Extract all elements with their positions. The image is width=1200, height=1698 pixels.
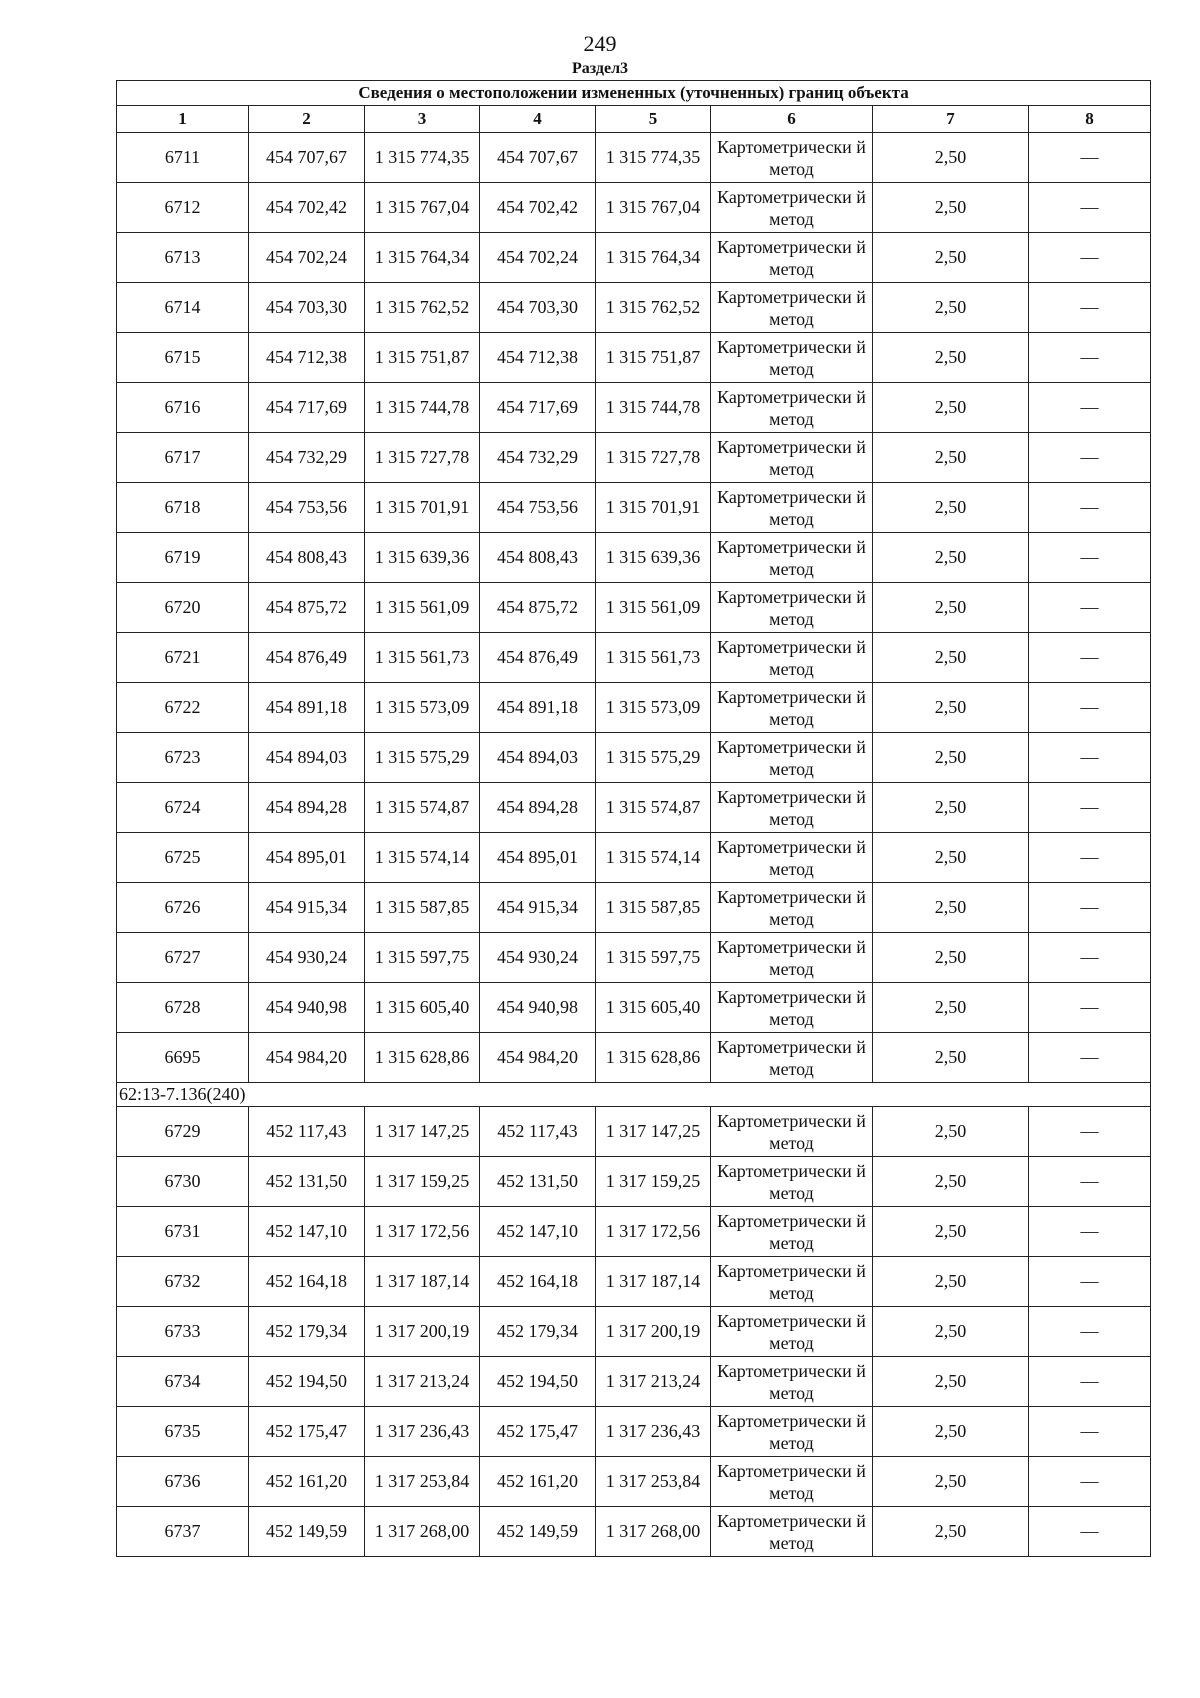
method-cell: Картометрически й метод xyxy=(711,383,873,433)
point-number-cell: 6713 xyxy=(117,233,249,283)
method-cell: Картометрически й метод xyxy=(711,933,873,983)
column-number: 6 xyxy=(711,106,873,133)
accuracy-cell: 2,50 xyxy=(873,333,1029,383)
point-number-cell: 6717 xyxy=(117,433,249,483)
method-cell: Картометрически й метод xyxy=(711,1457,873,1507)
method-cell: Картометрически й метод xyxy=(711,433,873,483)
x-old-cell: 452 179,34 xyxy=(249,1307,365,1357)
accuracy-cell: 2,50 xyxy=(873,1107,1029,1157)
y-new-cell: 1 315 574,14 xyxy=(596,833,711,883)
y-old-cell: 1 317 200,19 xyxy=(365,1307,480,1357)
section-title: Раздел3 xyxy=(571,60,629,77)
column-number: 7 xyxy=(873,106,1029,133)
table-row xyxy=(117,1507,1151,1557)
x-old-cell: 454 876,49 xyxy=(249,633,365,683)
point-number-cell: 6695 xyxy=(117,1033,249,1083)
y-old-cell: 1 317 253,84 xyxy=(365,1457,480,1507)
description-cell: — xyxy=(1029,583,1151,633)
accuracy-cell: 2,50 xyxy=(873,1507,1029,1557)
description-cell: — xyxy=(1029,1307,1151,1357)
table-row xyxy=(117,283,1151,333)
method-cell: Картометрически й метод xyxy=(711,833,873,883)
x-old-cell: 454 702,24 xyxy=(249,233,365,283)
point-number-cell: 6719 xyxy=(117,533,249,583)
x-new-cell: 454 717,69 xyxy=(480,383,596,433)
x-old-cell: 452 147,10 xyxy=(249,1207,365,1257)
accuracy-cell: 2,50 xyxy=(873,133,1029,183)
method-cell: Картометрически й метод xyxy=(711,1357,873,1407)
description-cell: — xyxy=(1029,1107,1151,1157)
y-new-cell: 1 315 751,87 xyxy=(596,333,711,383)
x-new-cell: 452 117,43 xyxy=(480,1107,596,1157)
method-cell: Картометрически й метод xyxy=(711,1107,873,1157)
accuracy-cell: 2,50 xyxy=(873,233,1029,283)
x-new-cell: 454 707,67 xyxy=(480,133,596,183)
group-label: 62:13-7.136(240) xyxy=(117,1083,1151,1107)
x-old-cell: 454 703,30 xyxy=(249,283,365,333)
method-cell: Картометрически й метод xyxy=(711,1507,873,1557)
y-new-cell: 1 317 236,43 xyxy=(596,1407,711,1457)
x-new-cell: 454 703,30 xyxy=(480,283,596,333)
description-cell: — xyxy=(1029,1357,1151,1407)
column-number: 8 xyxy=(1029,106,1151,133)
accuracy-cell: 2,50 xyxy=(873,383,1029,433)
y-new-cell: 1 317 213,24 xyxy=(596,1357,711,1407)
x-old-cell: 454 875,72 xyxy=(249,583,365,633)
x-new-cell: 452 131,50 xyxy=(480,1157,596,1207)
x-new-cell: 454 894,28 xyxy=(480,783,596,833)
y-old-cell: 1 317 159,25 xyxy=(365,1157,480,1207)
y-new-cell: 1 317 172,56 xyxy=(596,1207,711,1257)
x-old-cell: 452 117,43 xyxy=(249,1107,365,1157)
x-new-cell: 454 891,18 xyxy=(480,683,596,733)
column-number: 2 xyxy=(249,106,365,133)
point-number-cell: 6737 xyxy=(117,1507,249,1557)
y-new-cell: 1 315 605,40 xyxy=(596,983,711,1033)
table-caption: Сведения о местоположении измененных (уточненных) границ объекта xyxy=(117,81,1151,106)
table-row xyxy=(117,433,1151,483)
description-cell: — xyxy=(1029,433,1151,483)
point-number-cell: 6734 xyxy=(117,1357,249,1407)
y-new-cell: 1 315 628,86 xyxy=(596,1033,711,1083)
x-old-cell: 454 894,03 xyxy=(249,733,365,783)
y-old-cell: 1 315 587,85 xyxy=(365,883,480,933)
x-new-cell: 452 175,47 xyxy=(480,1407,596,1457)
accuracy-cell: 2,50 xyxy=(873,933,1029,983)
point-number-cell: 6736 xyxy=(117,1457,249,1507)
accuracy-cell: 2,50 xyxy=(873,1457,1029,1507)
table-row xyxy=(117,833,1151,883)
table-row xyxy=(117,1107,1151,1157)
table-row xyxy=(117,1407,1151,1457)
description-cell: — xyxy=(1029,633,1151,683)
description-cell: — xyxy=(1029,183,1151,233)
table-row xyxy=(117,483,1151,533)
method-cell: Картометрически й метод xyxy=(711,1207,873,1257)
table-row xyxy=(117,233,1151,283)
x-new-cell: 454 930,24 xyxy=(480,933,596,983)
accuracy-cell: 2,50 xyxy=(873,433,1029,483)
point-number-cell: 6728 xyxy=(117,983,249,1033)
table-row xyxy=(117,383,1151,433)
table-row xyxy=(117,633,1151,683)
point-number-cell: 6723 xyxy=(117,733,249,783)
table-row xyxy=(117,1457,1151,1507)
point-number-cell: 6714 xyxy=(117,283,249,333)
x-new-cell: 454 940,98 xyxy=(480,983,596,1033)
x-new-cell: 454 875,72 xyxy=(480,583,596,633)
x-old-cell: 452 164,18 xyxy=(249,1257,365,1307)
description-cell: — xyxy=(1029,833,1151,883)
column-number-row xyxy=(117,106,1151,133)
x-old-cell: 452 194,50 xyxy=(249,1357,365,1407)
table-row xyxy=(117,1307,1151,1357)
point-number-cell: 6731 xyxy=(117,1207,249,1257)
method-cell: Картометрически й метод xyxy=(711,683,873,733)
x-old-cell: 452 131,50 xyxy=(249,1157,365,1207)
method-cell: Картометрически й метод xyxy=(711,283,873,333)
description-cell: — xyxy=(1029,383,1151,433)
y-new-cell: 1 317 147,25 xyxy=(596,1107,711,1157)
y-old-cell: 1 315 575,29 xyxy=(365,733,480,783)
method-cell: Картометрически й метод xyxy=(711,983,873,1033)
x-old-cell: 454 895,01 xyxy=(249,833,365,883)
y-new-cell: 1 315 744,78 xyxy=(596,383,711,433)
method-cell: Картометрически й метод xyxy=(711,1407,873,1457)
column-number: 3 xyxy=(365,106,480,133)
method-cell: Картометрически й метод xyxy=(711,883,873,933)
y-old-cell: 1 315 605,40 xyxy=(365,983,480,1033)
y-new-cell: 1 317 268,00 xyxy=(596,1507,711,1557)
accuracy-cell: 2,50 xyxy=(873,283,1029,333)
x-old-cell: 454 894,28 xyxy=(249,783,365,833)
x-old-cell: 454 707,67 xyxy=(249,133,365,183)
description-cell: — xyxy=(1029,683,1151,733)
accuracy-cell: 2,50 xyxy=(873,1407,1029,1457)
table-body xyxy=(117,133,1151,1557)
y-old-cell: 1 315 639,36 xyxy=(365,533,480,583)
description-cell: — xyxy=(1029,1507,1151,1557)
point-number-cell: 6716 xyxy=(117,383,249,433)
description-cell: — xyxy=(1029,233,1151,283)
y-old-cell: 1 315 561,73 xyxy=(365,633,480,683)
x-new-cell: 454 702,24 xyxy=(480,233,596,283)
table-row xyxy=(117,733,1151,783)
accuracy-cell: 2,50 xyxy=(873,1157,1029,1207)
accuracy-cell: 2,50 xyxy=(873,583,1029,633)
accuracy-cell: 2,50 xyxy=(873,1207,1029,1257)
x-new-cell: 454 712,38 xyxy=(480,333,596,383)
y-new-cell: 1 315 597,75 xyxy=(596,933,711,983)
x-old-cell: 454 717,69 xyxy=(249,383,365,433)
x-new-cell: 452 149,59 xyxy=(480,1507,596,1557)
y-old-cell: 1 315 561,09 xyxy=(365,583,480,633)
x-old-cell: 454 732,29 xyxy=(249,433,365,483)
description-cell: — xyxy=(1029,1207,1151,1257)
description-cell: — xyxy=(1029,783,1151,833)
method-cell: Картометрически й метод xyxy=(711,633,873,683)
y-old-cell: 1 315 767,04 xyxy=(365,183,480,233)
table-row xyxy=(117,533,1151,583)
y-new-cell: 1 317 200,19 xyxy=(596,1307,711,1357)
y-new-cell: 1 315 764,34 xyxy=(596,233,711,283)
x-old-cell: 454 712,38 xyxy=(249,333,365,383)
accuracy-cell: 2,50 xyxy=(873,983,1029,1033)
description-cell: — xyxy=(1029,133,1151,183)
y-new-cell: 1 315 561,09 xyxy=(596,583,711,633)
description-cell: — xyxy=(1029,1407,1151,1457)
accuracy-cell: 2,50 xyxy=(873,783,1029,833)
y-new-cell: 1 315 727,78 xyxy=(596,433,711,483)
y-old-cell: 1 315 597,75 xyxy=(365,933,480,983)
table-row xyxy=(117,883,1151,933)
y-old-cell: 1 315 574,14 xyxy=(365,833,480,883)
description-cell: — xyxy=(1029,483,1151,533)
table-row xyxy=(117,583,1151,633)
y-new-cell: 1 315 767,04 xyxy=(596,183,711,233)
method-cell: Картометрически й метод xyxy=(711,583,873,633)
point-number-cell: 6733 xyxy=(117,1307,249,1357)
method-cell: Картометрически й метод xyxy=(711,333,873,383)
accuracy-cell: 2,50 xyxy=(873,1033,1029,1083)
x-old-cell: 454 940,98 xyxy=(249,983,365,1033)
y-old-cell: 1 317 147,25 xyxy=(365,1107,480,1157)
point-number-cell: 6715 xyxy=(117,333,249,383)
description-cell: — xyxy=(1029,533,1151,583)
y-new-cell: 1 317 253,84 xyxy=(596,1457,711,1507)
point-number-cell: 6729 xyxy=(117,1107,249,1157)
y-new-cell: 1 317 159,25 xyxy=(596,1157,711,1207)
point-number-cell: 6718 xyxy=(117,483,249,533)
method-cell: Картометрически й метод xyxy=(711,533,873,583)
method-cell: Картометрически й метод xyxy=(711,1307,873,1357)
y-old-cell: 1 315 762,52 xyxy=(365,283,480,333)
y-new-cell: 1 317 187,14 xyxy=(596,1257,711,1307)
y-old-cell: 1 315 727,78 xyxy=(365,433,480,483)
x-old-cell: 454 930,24 xyxy=(249,933,365,983)
point-number-cell: 6720 xyxy=(117,583,249,633)
x-old-cell: 454 891,18 xyxy=(249,683,365,733)
y-old-cell: 1 315 628,86 xyxy=(365,1033,480,1083)
point-number-cell: 6712 xyxy=(117,183,249,233)
y-new-cell: 1 315 639,36 xyxy=(596,533,711,583)
description-cell: — xyxy=(1029,283,1151,333)
method-cell: Картометрически й метод xyxy=(711,1257,873,1307)
y-old-cell: 1 317 236,43 xyxy=(365,1407,480,1457)
y-old-cell: 1 315 764,34 xyxy=(365,233,480,283)
accuracy-cell: 2,50 xyxy=(873,633,1029,683)
accuracy-cell: 2,50 xyxy=(873,833,1029,883)
x-new-cell: 454 702,42 xyxy=(480,183,596,233)
y-old-cell: 1 317 213,24 xyxy=(365,1357,480,1407)
y-old-cell: 1 315 751,87 xyxy=(365,333,480,383)
accuracy-cell: 2,50 xyxy=(873,1257,1029,1307)
description-cell: — xyxy=(1029,1157,1151,1207)
accuracy-cell: 2,50 xyxy=(873,1307,1029,1357)
method-cell: Картометрически й метод xyxy=(711,183,873,233)
x-new-cell: 452 161,20 xyxy=(480,1457,596,1507)
accuracy-cell: 2,50 xyxy=(873,733,1029,783)
point-number-cell: 6721 xyxy=(117,633,249,683)
y-old-cell: 1 317 172,56 xyxy=(365,1207,480,1257)
x-new-cell: 454 808,43 xyxy=(480,533,596,583)
x-old-cell: 454 915,34 xyxy=(249,883,365,933)
y-old-cell: 1 315 573,09 xyxy=(365,683,480,733)
method-cell: Картометрически й метод xyxy=(711,233,873,283)
x-new-cell: 454 732,29 xyxy=(480,433,596,483)
point-number-cell: 6732 xyxy=(117,1257,249,1307)
y-new-cell: 1 315 701,91 xyxy=(596,483,711,533)
x-new-cell: 454 915,34 xyxy=(480,883,596,933)
point-number-cell: 6724 xyxy=(117,783,249,833)
method-cell: Картометрически й метод xyxy=(711,133,873,183)
description-cell: — xyxy=(1029,1457,1151,1507)
x-old-cell: 452 149,59 xyxy=(249,1507,365,1557)
method-cell: Картометрически й метод xyxy=(711,1157,873,1207)
table-row xyxy=(117,333,1151,383)
x-new-cell: 454 894,03 xyxy=(480,733,596,783)
table-row xyxy=(117,1257,1151,1307)
group-row xyxy=(117,1083,1151,1107)
column-number: 1 xyxy=(117,106,249,133)
y-new-cell: 1 315 561,73 xyxy=(596,633,711,683)
table-row xyxy=(117,1357,1151,1407)
table-row xyxy=(117,183,1151,233)
table-row xyxy=(117,933,1151,983)
y-new-cell: 1 315 587,85 xyxy=(596,883,711,933)
description-cell: — xyxy=(1029,983,1151,1033)
x-old-cell: 452 175,47 xyxy=(249,1407,365,1457)
x-old-cell: 452 161,20 xyxy=(249,1457,365,1507)
accuracy-cell: 2,50 xyxy=(873,883,1029,933)
x-new-cell: 454 984,20 xyxy=(480,1033,596,1083)
point-number-cell: 6735 xyxy=(117,1407,249,1457)
point-number-cell: 6727 xyxy=(117,933,249,983)
table-row xyxy=(117,133,1151,183)
page-number: 249 xyxy=(583,31,617,56)
boundary-coordinates-table xyxy=(116,80,1151,1557)
y-old-cell: 1 315 574,87 xyxy=(365,783,480,833)
point-number-cell: 6726 xyxy=(117,883,249,933)
table-row xyxy=(117,1207,1151,1257)
description-cell: — xyxy=(1029,883,1151,933)
y-old-cell: 1 315 774,35 xyxy=(365,133,480,183)
method-cell: Картометрически й метод xyxy=(711,783,873,833)
column-number: 4 xyxy=(480,106,596,133)
method-cell: Картометрически й метод xyxy=(711,1033,873,1083)
accuracy-cell: 2,50 xyxy=(873,533,1029,583)
y-new-cell: 1 315 774,35 xyxy=(596,133,711,183)
point-number-cell: 6730 xyxy=(117,1157,249,1207)
accuracy-cell: 2,50 xyxy=(873,1357,1029,1407)
x-old-cell: 454 984,20 xyxy=(249,1033,365,1083)
x-new-cell: 454 895,01 xyxy=(480,833,596,883)
table-row xyxy=(117,683,1151,733)
point-number-cell: 6711 xyxy=(117,133,249,183)
column-number: 5 xyxy=(596,106,711,133)
table-row xyxy=(117,983,1151,1033)
x-old-cell: 454 753,56 xyxy=(249,483,365,533)
y-old-cell: 1 317 187,14 xyxy=(365,1257,480,1307)
table-row xyxy=(117,1033,1151,1083)
x-new-cell: 452 147,10 xyxy=(480,1207,596,1257)
point-number-cell: 6722 xyxy=(117,683,249,733)
description-cell: — xyxy=(1029,933,1151,983)
y-new-cell: 1 315 575,29 xyxy=(596,733,711,783)
accuracy-cell: 2,50 xyxy=(873,483,1029,533)
description-cell: — xyxy=(1029,1033,1151,1083)
x-new-cell: 454 876,49 xyxy=(480,633,596,683)
method-cell: Картометрически й метод xyxy=(711,733,873,783)
table-row xyxy=(117,783,1151,833)
x-new-cell: 452 194,50 xyxy=(480,1357,596,1407)
y-old-cell: 1 315 744,78 xyxy=(365,383,480,433)
x-old-cell: 454 702,42 xyxy=(249,183,365,233)
accuracy-cell: 2,50 xyxy=(873,183,1029,233)
y-new-cell: 1 315 574,87 xyxy=(596,783,711,833)
accuracy-cell: 2,50 xyxy=(873,683,1029,733)
y-new-cell: 1 315 762,52 xyxy=(596,283,711,333)
y-new-cell: 1 315 573,09 xyxy=(596,683,711,733)
point-number-cell: 6725 xyxy=(117,833,249,883)
table-row xyxy=(117,1157,1151,1207)
description-cell: — xyxy=(1029,1257,1151,1307)
x-new-cell: 452 164,18 xyxy=(480,1257,596,1307)
x-old-cell: 454 808,43 xyxy=(249,533,365,583)
description-cell: — xyxy=(1029,333,1151,383)
description-cell: — xyxy=(1029,733,1151,783)
y-old-cell: 1 315 701,91 xyxy=(365,483,480,533)
method-cell: Картометрически й метод xyxy=(711,483,873,533)
x-new-cell: 452 179,34 xyxy=(480,1307,596,1357)
x-new-cell: 454 753,56 xyxy=(480,483,596,533)
y-old-cell: 1 317 268,00 xyxy=(365,1507,480,1557)
